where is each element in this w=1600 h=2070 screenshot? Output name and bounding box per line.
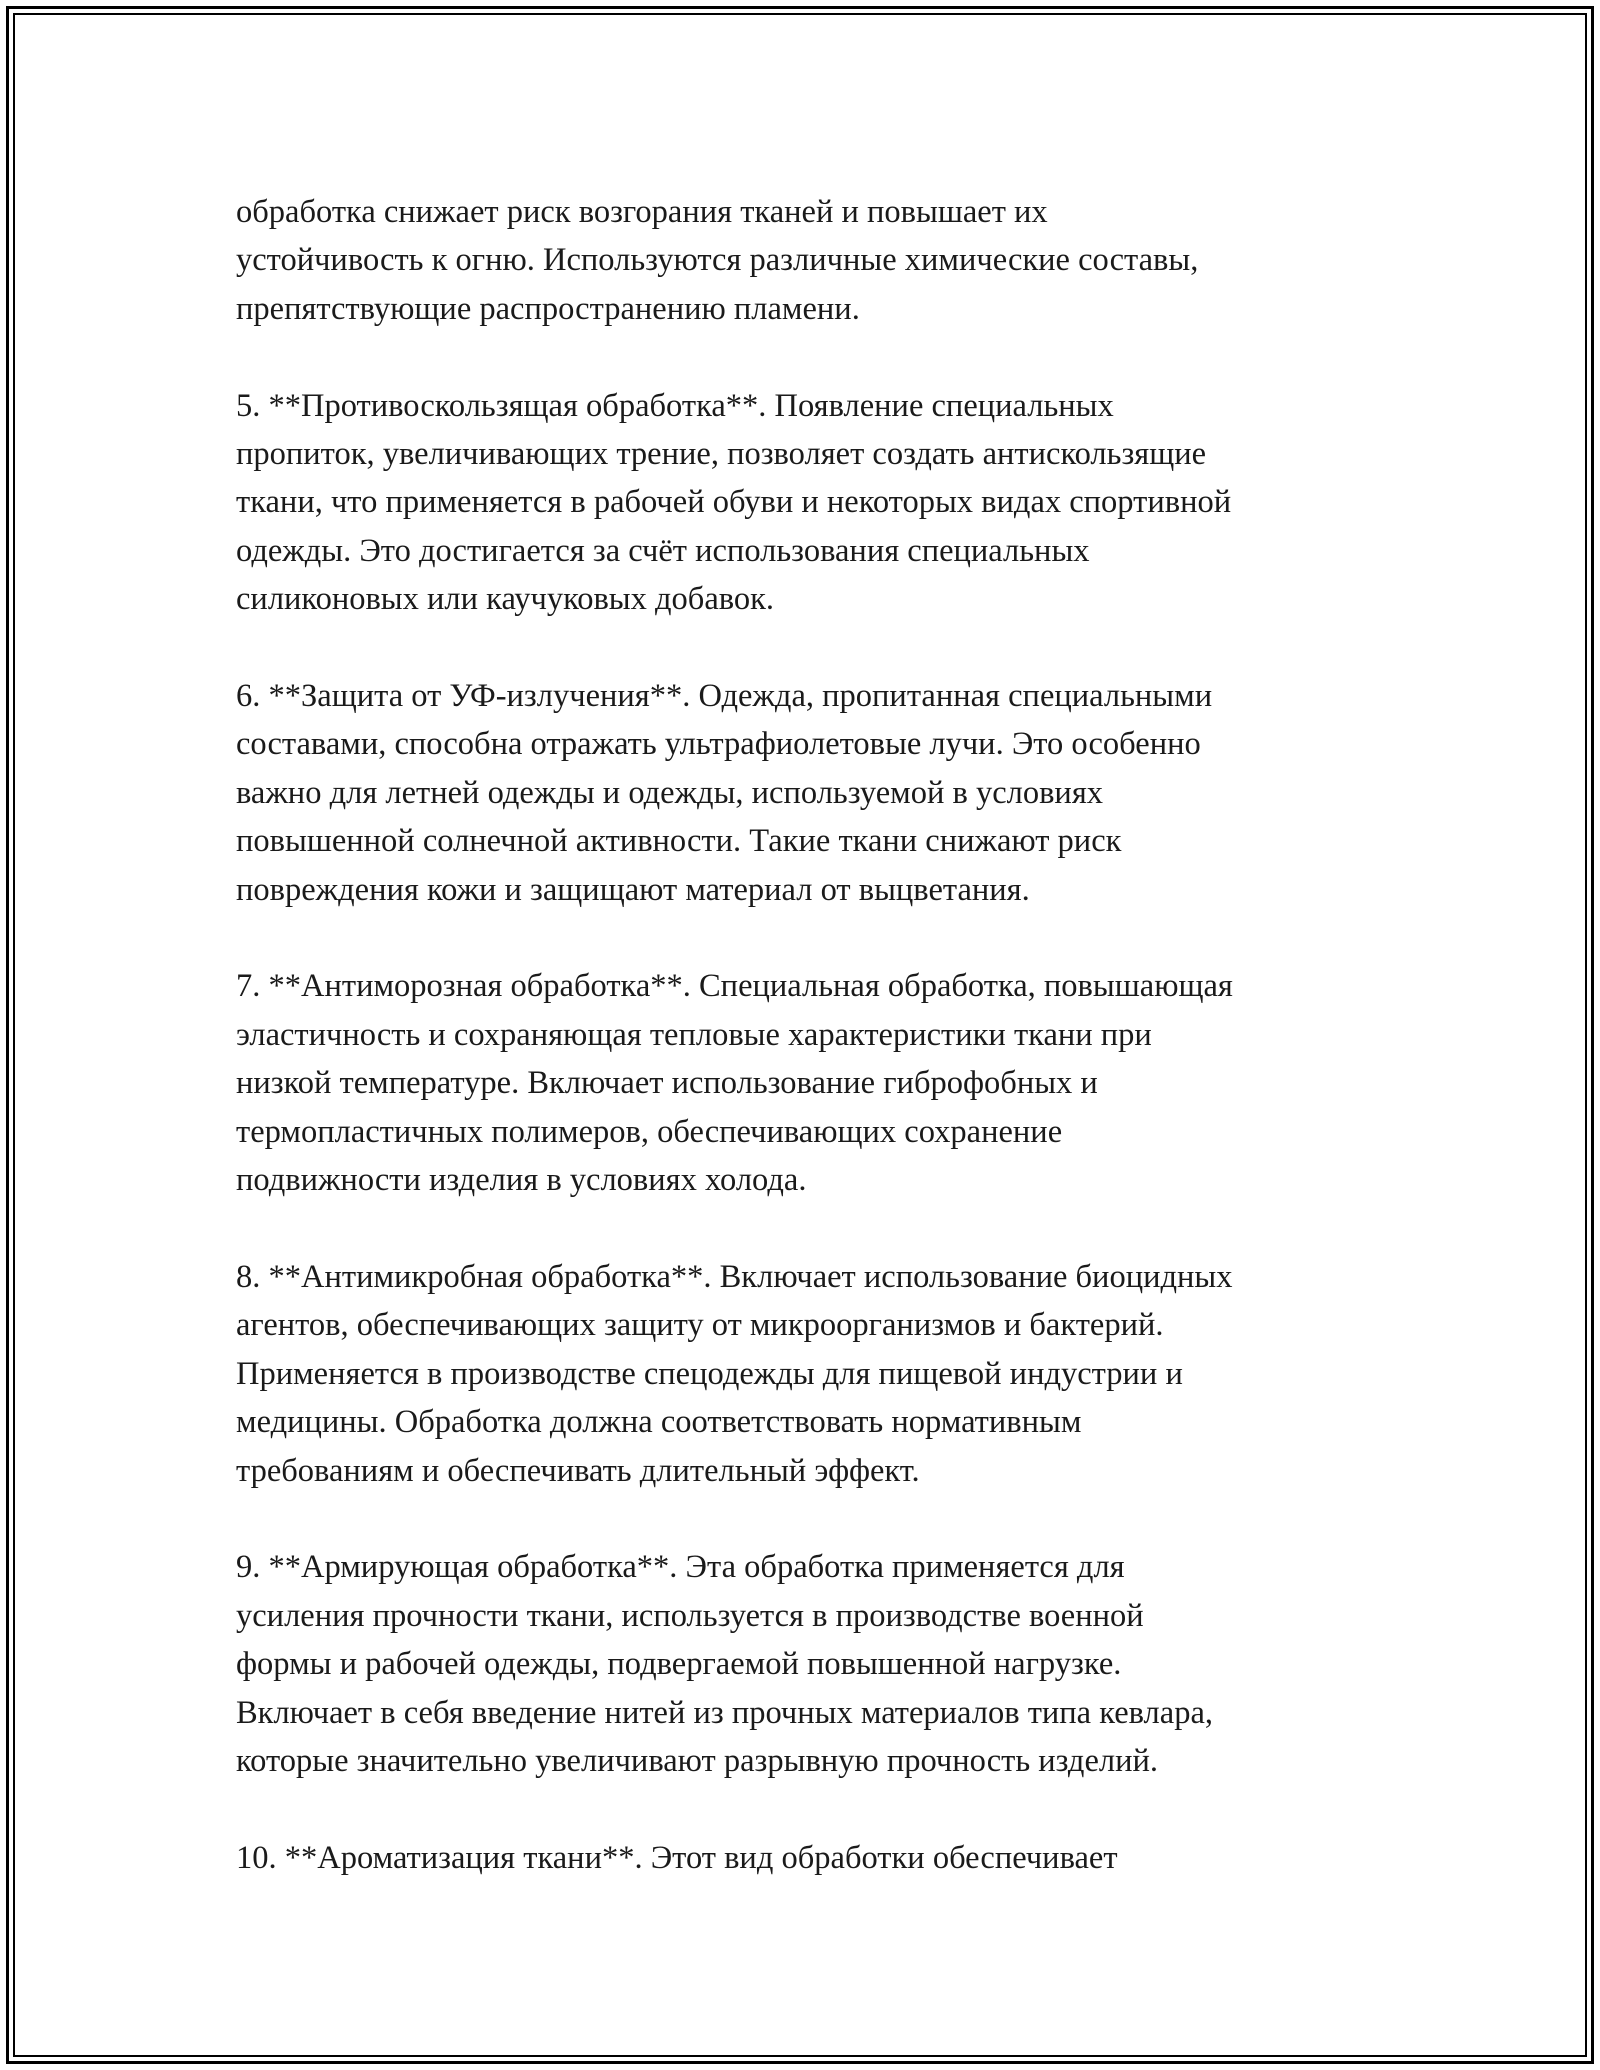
paragraph-anti-slip-treatment: 5. **Противоскользящая обработка**. Появление специальных пропиток, увеличивающих трение, позволяет создать антискользящие ткани, что применяется в рабочей обуви и некоторых видах спортивной одежды. Это достигается за счёт использования специальных силиконовых или каучуковых добавок. (236, 387, 1232, 618)
paragraph-uv-protection: 6. **Защита от УФ-излучения**. Одежда, пропитанная специальными составами, способна отражать ультрафиолетовые лучи. Это особенно важно для летней одежды и одежды, используемой в условиях повышенной солнечной активности. Такие ткани снижают риск повреждения кожи и защищают материал от выцветания. (236, 678, 1213, 908)
paragraph-reinforcing-treatment: 9. **Армирующая обработка**. Эта обработка применяется для усиления прочности ткани, используется в производстве военной формы и рабочей одежды, подвергаемой повышенной нагрузке. Включает в себя введение нитей из прочных материалов типа кевлара, которые значительно увеличивают разрывную прочность изделий. (236, 1549, 1213, 1779)
paragraph-anti-frost-treatment: 7. **Антиморозная обработка**. Специальная обработка, повышающая эластичность и сохраняющая тепловые характеристики ткани при низкой температуре. Включает использование гиброфобных и термопластичных полимеров, обеспечивающих сохранение подвижности изделия в условиях холода. (236, 968, 1233, 1199)
paragraph-fabric-aromatization: 10. **Ароматизация ткани**. Этот вид обработки обеспечивает (236, 1839, 1118, 1876)
paragraph-fire-retardant-continuation: обработка снижает риск возгорания тканей и повышает их устойчивость к огню. Используются различные химические составы, препятствующие распространению пламени. (236, 194, 1199, 327)
paragraph-antimicrobial-treatment: 8. **Антимикробная обработка**. Включает использование биоцидных агентов, обеспечивающих защиту от микроорганизмов и бактерий. Применяется в производстве спецодежды для пищевой индустрии и медицины. Обработка должна соответствовать нормативным требованиям и обеспечивать длительный эффект. (236, 1258, 1233, 1489)
document-body (236, 188, 1386, 1931)
